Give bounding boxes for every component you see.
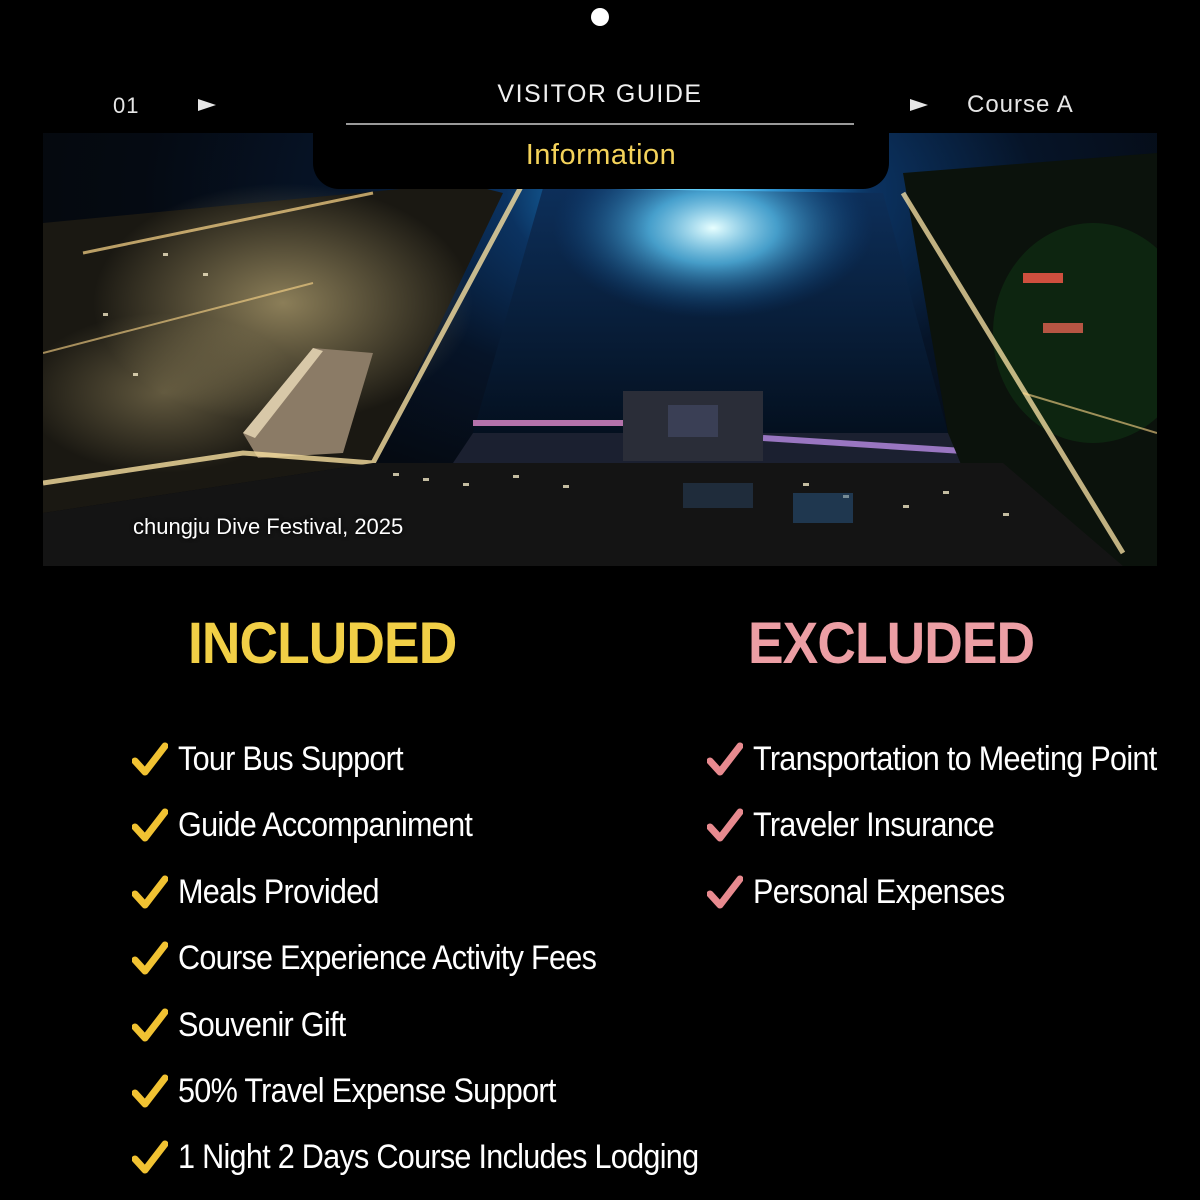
page-indicator-dot xyxy=(591,8,609,26)
checkmark-icon xyxy=(132,1074,168,1110)
arrow-right-icon xyxy=(198,99,216,111)
course-label: Course A xyxy=(967,91,1074,118)
included-item-label: Course Experience Activity Fees xyxy=(178,939,597,978)
checkmark-icon xyxy=(132,875,168,911)
excluded-item-label: Personal Expenses xyxy=(753,872,1005,911)
checkmark-icon xyxy=(132,1008,168,1044)
checkmark-icon xyxy=(132,742,168,778)
checkmark-icon xyxy=(132,1140,168,1176)
excluded-heading: EXCLUDED xyxy=(748,611,1035,676)
aerial-night-scene xyxy=(43,133,1157,566)
tab-information: Information xyxy=(525,139,677,171)
included-heading: INCLUDED xyxy=(188,611,457,676)
excluded-item-label: Transportation to Meeting Point xyxy=(753,740,1157,778)
page-title: VISITOR GUIDE xyxy=(497,80,703,108)
included-item-label: Tour Bus Support xyxy=(178,740,403,778)
checkmark-icon xyxy=(707,742,743,778)
included-item-label: 1 Night 2 Days Course Includes Lodging xyxy=(178,1138,699,1177)
included-item-label: Guide Accompaniment xyxy=(178,806,473,845)
page-number: 01 xyxy=(113,93,140,118)
checkmark-icon xyxy=(132,941,168,977)
checkmark-icon xyxy=(707,808,743,844)
photo-caption: chungju Dive Festival, 2025 xyxy=(133,514,404,539)
checkmark-icon xyxy=(707,875,743,911)
included-item-label: 50% Travel Expense Support xyxy=(178,1071,556,1110)
checkmark-icon xyxy=(132,808,168,844)
included-item-label: Souvenir Gift xyxy=(178,1005,346,1044)
excluded-item-label: Traveler Insurance xyxy=(753,806,995,845)
festival-aerial-photo xyxy=(43,133,1157,566)
header-divider xyxy=(346,123,854,125)
included-item-label: Meals Provided xyxy=(178,872,379,911)
arrow-right-icon xyxy=(910,99,928,111)
